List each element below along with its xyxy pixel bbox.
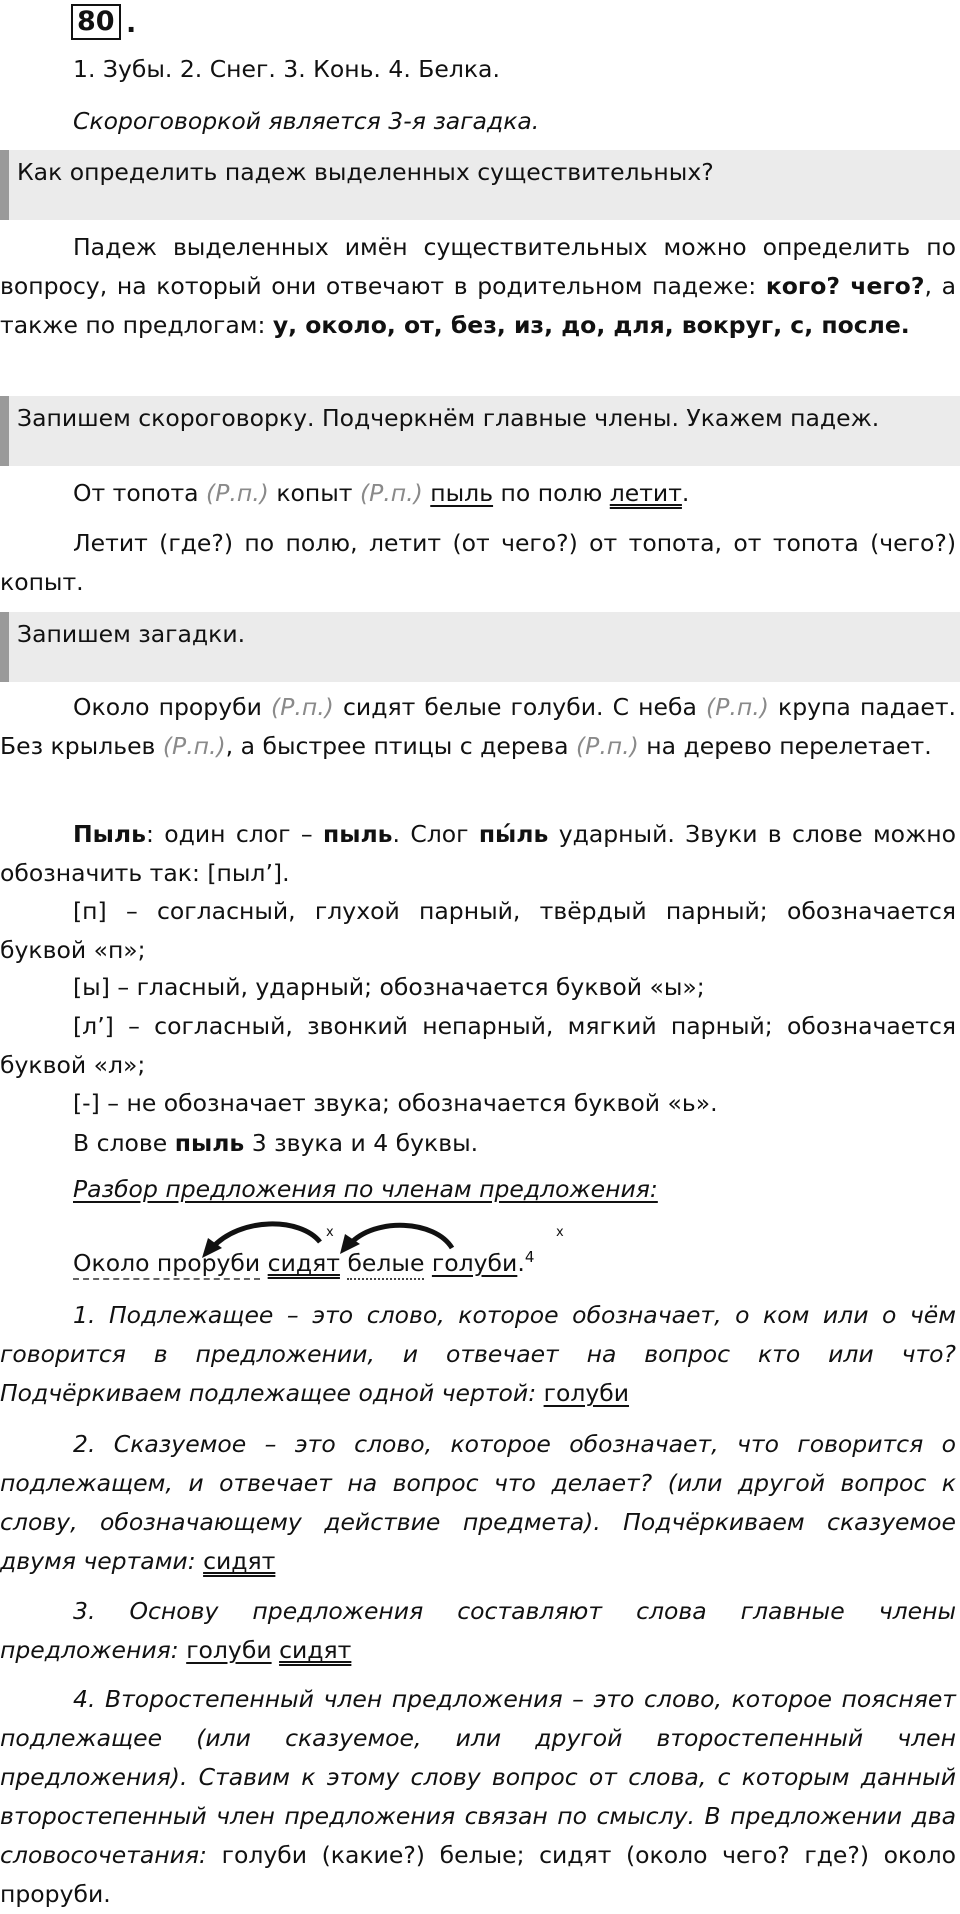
case-text-a: Падеж выделенных имён существительных можно определить по вопросу, на который они отвечают в родительном падеже:: [0, 233, 956, 300]
x-mark: x: [326, 1225, 334, 1240]
predicate-word: сидят: [267, 1249, 340, 1277]
task-number-dot: .: [126, 8, 137, 39]
question-2-text: Запишем скороговорку. Подчеркнём главные члены. Укажем падеж.: [17, 404, 880, 432]
total-word: пыль: [174, 1129, 245, 1157]
rule-1: [0, 1296, 956, 1413]
rule-text: 3. Основу предложения составляют слова главные члены предложения:: [0, 1597, 956, 1664]
case-label: (Р.п.): [359, 479, 423, 507]
parsed-sentence: [0, 1244, 956, 1283]
case-explanation: [0, 228, 956, 345]
sentence-dot: .: [517, 1249, 525, 1277]
rule-example-phrases: голуби (какие?) белые; сидят (около чего? где?) около проруби.: [0, 1841, 956, 1908]
sound-p: [п] – согласный, глухой парный, твёрдый парный; обозначается буквой «п»;: [0, 897, 956, 964]
subject-word: пыль: [430, 479, 494, 507]
adverbial-word: Около проруби: [73, 1249, 260, 1280]
case-label: (Р.п.): [271, 693, 334, 721]
tongue-twister-note: Скороговоркой является 3-я загадка.: [73, 107, 540, 135]
total-text: В слове: [73, 1129, 175, 1157]
tongue-twister: [0, 474, 956, 513]
task-number: 80: [71, 4, 121, 40]
twister-questions: Летит (где?) по полю, летит (от чего?) от топота, от топота (чего?) копыт.: [0, 529, 956, 596]
rule-example-predicate: сидят: [203, 1547, 276, 1575]
total-text: 3 звука и 4 буквы.: [244, 1129, 479, 1157]
rule-text: 4. Второстепенный член предложения – это слово, которое поясняет подлежащее (или сказуемое, или другой второстепенный член предложения). Ставим к этому слову вопрос от слова, с которым данный второстепенный член предложения связан по смыслу. В предложении два словосочетания:: [0, 1685, 956, 1869]
rule-4: [0, 1680, 956, 1914]
twister-word: копыт: [268, 479, 360, 507]
question-3-text: Запишем загадки.: [17, 620, 246, 648]
riddle-text: на дерево перелетает.: [638, 732, 932, 760]
parse-title: [0, 1170, 956, 1209]
riddle-text: Около проруби: [73, 693, 272, 721]
question-band-2: [0, 396, 960, 466]
case-questions: кого? чего?: [765, 272, 925, 300]
sound-total: [0, 1124, 956, 1163]
twister-dot: .: [681, 479, 690, 507]
phonetic-intro: [0, 815, 956, 893]
x-mark: x: [556, 1225, 564, 1240]
rule-example-subject: голуби: [543, 1379, 630, 1407]
phonetic-text: : один слог –: [146, 820, 323, 848]
answers-line: 1. Зубы. 2. Снег. 3. Конь. 4. Белка.: [73, 55, 500, 83]
sound-l: [л’] – согласный, звонкий непарный, мягкий парный; обозначается буквой «л»;: [0, 1012, 956, 1079]
riddle-text: , а быстрее птицы с дерева: [225, 732, 576, 760]
rule-2: [0, 1425, 956, 1581]
sentence-type-mark: 4: [524, 1248, 535, 1267]
rule-text: 2. Сказуемое – это слово, которое обозначает, что говорится о подлежащем, и отвечает на вопрос что делает? (или другой вопрос к слову, обозначающему действие предмета). Подчёркиваем сказуемое двумя чертами:: [0, 1430, 956, 1575]
twister-word: по полю: [493, 479, 610, 507]
subject-word: голуби: [431, 1249, 518, 1277]
riddles-text: [0, 688, 956, 766]
riddle-text: сидят белые голуби. С неба: [333, 693, 707, 721]
riddle-text: крупа падает. Без крыльев: [0, 693, 956, 760]
parse-title-text: Разбор предложения по членам предложения:: [73, 1175, 658, 1203]
question-band-3: [0, 612, 960, 682]
rule-example-predicate: сидят: [279, 1636, 352, 1664]
case-text-c: , а также по предлогам:: [0, 272, 956, 339]
question-band-1: [0, 150, 960, 220]
sound-y: [ы] – гласный, ударный; обозначается буквой «ы»;: [73, 973, 705, 1001]
sound-soft-sign: [-] – не обозначает звука; обозначается буквой «ь».: [73, 1089, 718, 1117]
question-1-text: Как определить падеж выделенных существительных?: [17, 158, 714, 186]
phonetic-text: ударный. Звуки в слове можно обозначить так: [пыл’].: [0, 820, 956, 887]
twister-word: От топота: [73, 479, 207, 507]
phonetic-text: . Слог: [392, 820, 479, 848]
case-label: (Р.п.): [162, 732, 226, 760]
attribute-word: белые: [347, 1249, 424, 1280]
phonetic-word: пыль: [322, 820, 393, 848]
rule-text: 1. Подлежащее – это слово, которое обозначает, о ком или о чём говорится в предложении, и отвечает на вопрос кто или что? Подчёркиваем подлежащее одной чертой:: [0, 1301, 956, 1407]
case-prepositions: у, около, от, без, из, до, для, вокруг, с, после.: [272, 311, 910, 339]
predicate-word: летит: [609, 479, 682, 507]
rule-example-subject: голуби: [186, 1636, 272, 1664]
case-label: (Р.п.): [706, 693, 769, 721]
case-label: (Р.п.): [206, 479, 269, 507]
rule-3: [0, 1592, 956, 1670]
phonetic-word: Пыль: [73, 820, 146, 848]
case-label: (Р.п.): [575, 732, 639, 760]
phonetic-stressed-word: пы́ль: [478, 820, 549, 848]
